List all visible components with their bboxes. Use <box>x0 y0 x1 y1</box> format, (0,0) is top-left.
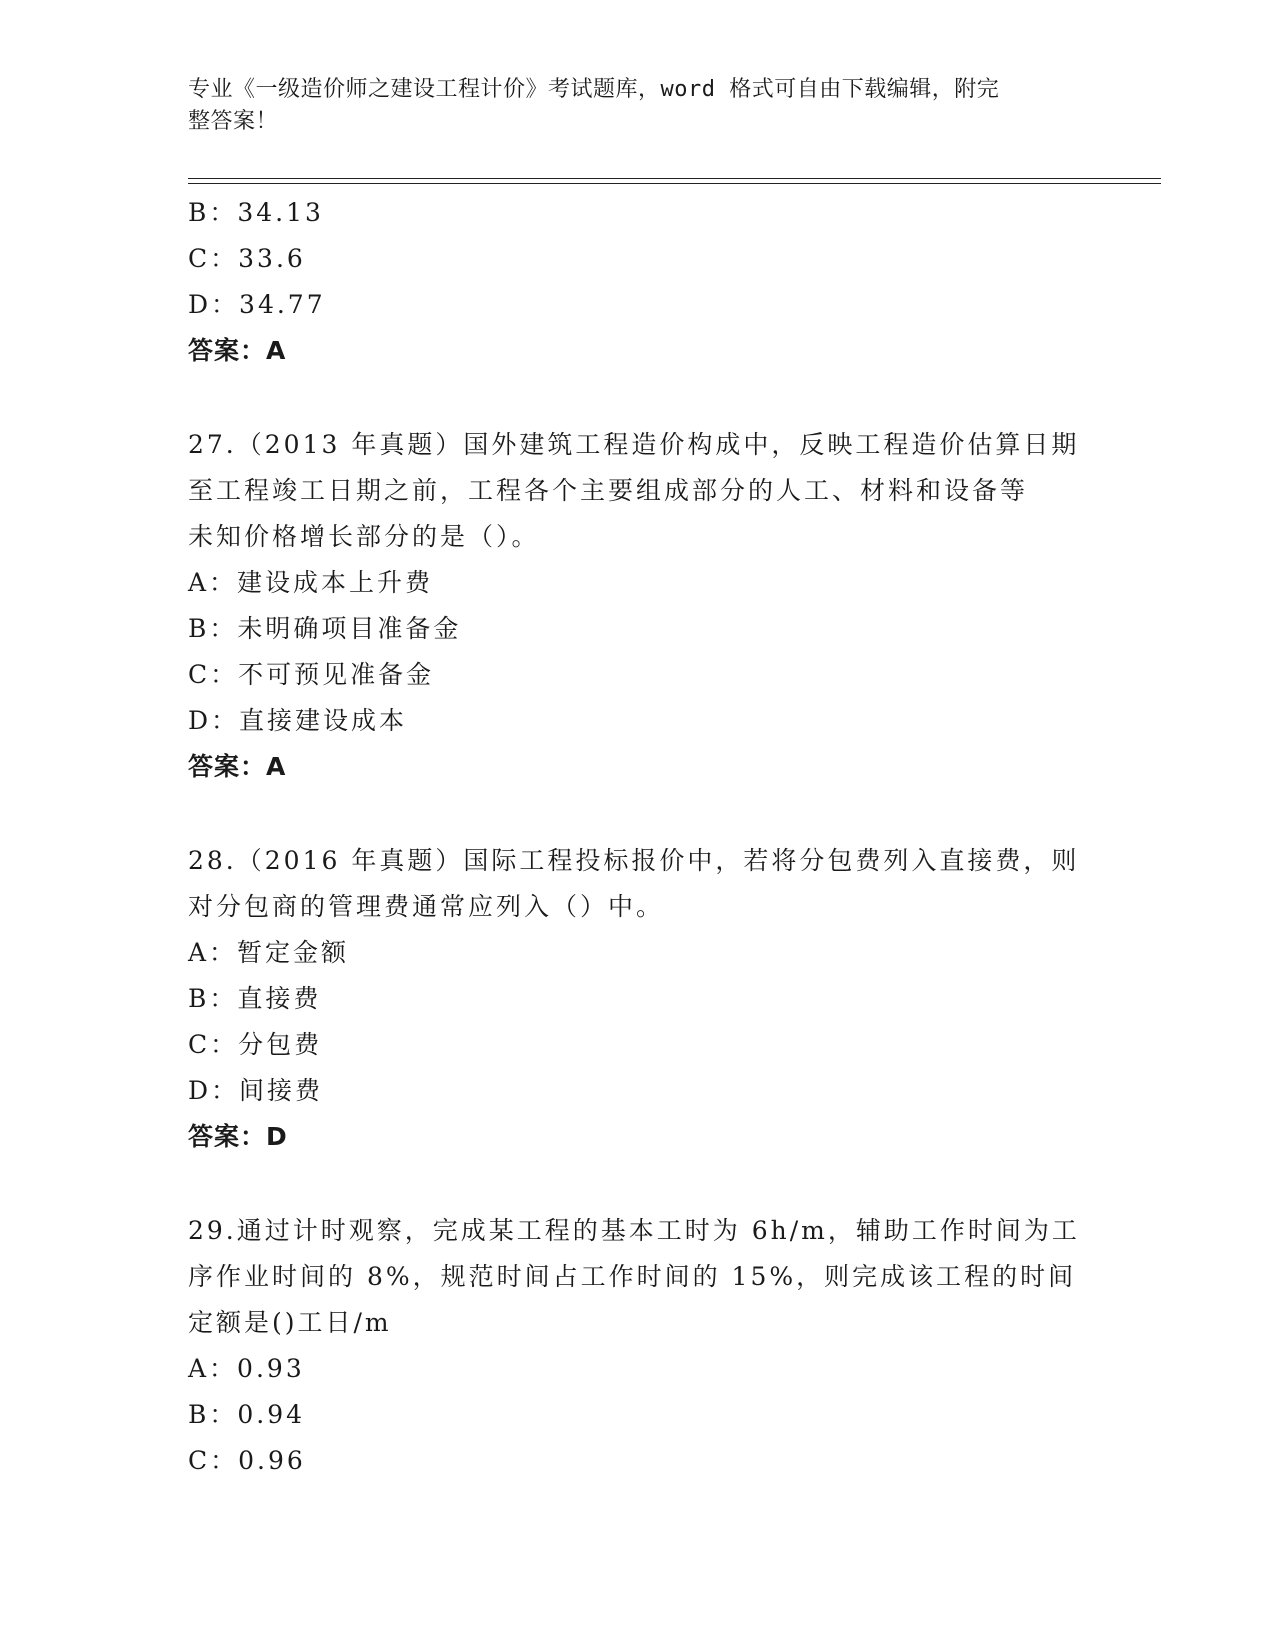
question-27 <box>188 422 1088 790</box>
option-c: C：33.6 <box>188 244 306 273</box>
option-d: D：间接费 <box>188 1076 324 1105</box>
question-content <box>188 190 1088 1484</box>
question-stem <box>188 838 1088 930</box>
option-b: B：34.13 <box>188 198 324 227</box>
stem-line: 27.（2013 年真题）国外建筑工程造价构成中，反映工程造价估算日期 <box>188 430 1080 459</box>
option-d: D：直接建设成本 <box>188 706 408 735</box>
page-header <box>188 74 1088 138</box>
question-stem <box>188 1208 1088 1346</box>
stem-line: 未知价格增长部分的是（）。 <box>188 522 540 551</box>
previous-question-tail <box>188 190 1088 374</box>
option-b: B：未明确项目准备金 <box>188 614 462 643</box>
header-line-1: 专业《一级造价师之建设工程计价》考试题库，word 格式可自由下载编辑，附完 <box>188 77 1000 102</box>
question-28 <box>188 838 1088 1160</box>
stem-line: 至工程竣工日期之前，工程各个主要组成部分的人工、材料和设备等 <box>188 476 1029 505</box>
answer-line: 答案：A <box>188 752 287 781</box>
option-b: B：0.94 <box>188 1400 306 1429</box>
answer-line: 答案：A <box>188 336 287 365</box>
stem-line: 29.通过计时观察，完成某工程的基本工时为 6h/m，辅助工作时间为工 <box>188 1216 1080 1245</box>
option-c: C：不可预见准备金 <box>188 660 435 689</box>
question-stem <box>188 422 1088 560</box>
option-a: A：0.93 <box>188 1354 305 1383</box>
question-29 <box>188 1208 1088 1484</box>
option-a: A：建设成本上升费 <box>188 568 434 597</box>
option-d: D：34.77 <box>188 290 326 319</box>
stem-line: 序作业时间的 8%，规范时间占工作时间的 15%，则完成该工程的时间 <box>188 1262 1077 1291</box>
header-divider-bottom <box>188 183 1161 184</box>
answer-line: 答案：D <box>188 1122 288 1151</box>
header-line-2: 整答案！ <box>188 109 279 134</box>
option-c: C：0.96 <box>188 1446 306 1475</box>
option-b: B：直接费 <box>188 984 322 1013</box>
stem-line: 28.（2016 年真题）国际工程投标报价中，若将分包费列入直接费，则 <box>188 846 1080 875</box>
stem-line: 定额是()工日/m <box>188 1308 392 1337</box>
option-a: A：暂定金额 <box>188 938 350 967</box>
header-divider-top <box>188 178 1161 179</box>
option-c: C：分包费 <box>188 1030 323 1059</box>
stem-line: 对分包商的管理费通常应列入（）中。 <box>188 892 665 921</box>
